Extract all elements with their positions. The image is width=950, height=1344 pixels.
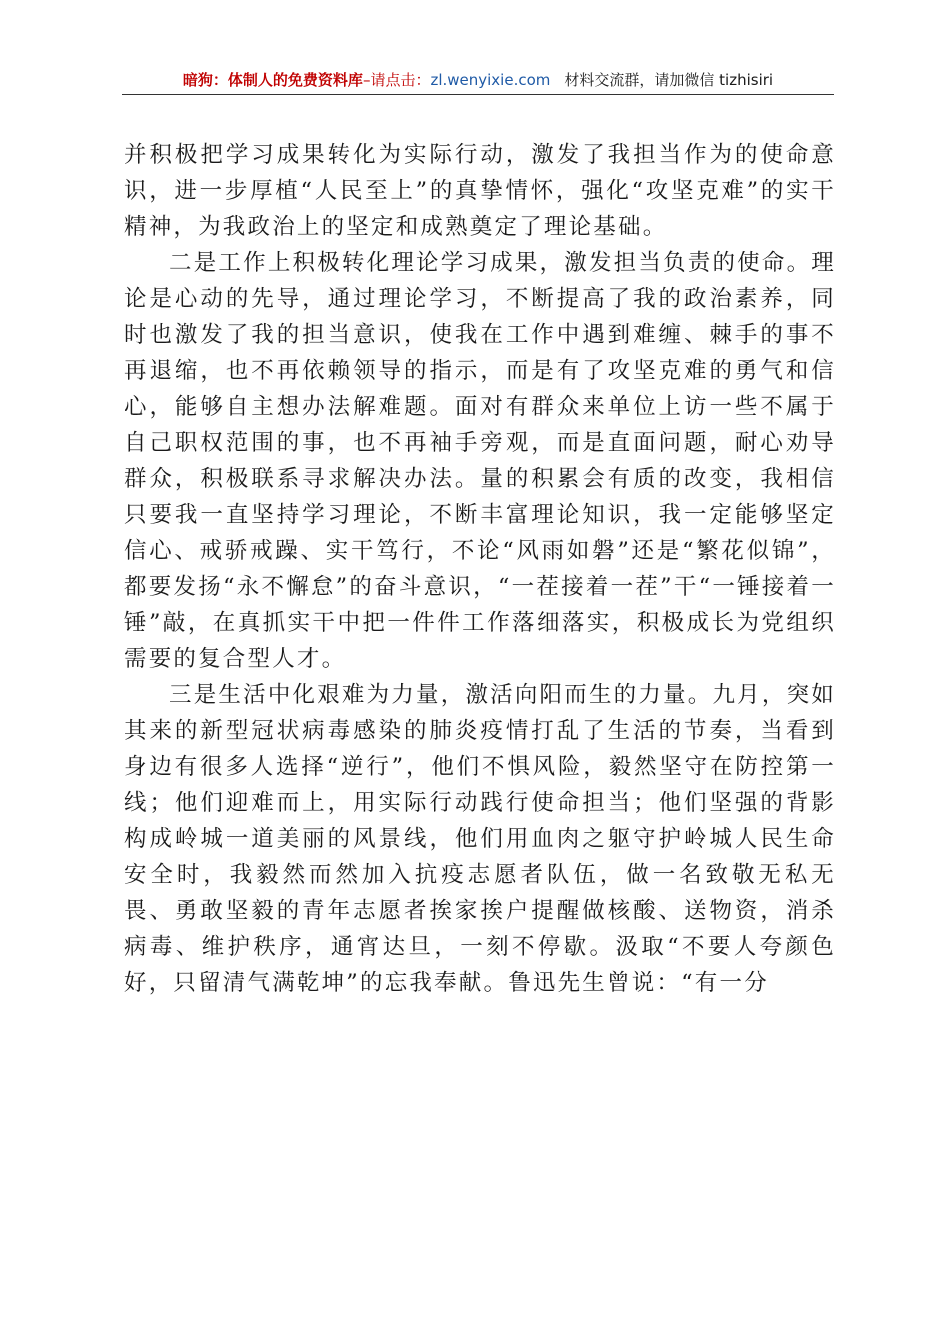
document-body [124, 137, 836, 1001]
header-divider [122, 94, 834, 95]
header-brand: 暗狗：体制人的免费资料库 [182, 71, 363, 89]
paragraph-1: 并积极把学习成果转化为实际行动，激发了我担当作为的使命意识，进一步厚植“人民至上”的真挚情怀，强化“攻坚克难”的实干精神，为我政治上的坚定和成熟奠定了理论基础。 [124, 142, 836, 240]
paragraph-2: 二是工作上积极转化理论学习成果，激发担当负责的使命。理论是心动的先导，通过理论学习，不断提高了我的政治素养，同时也激发了我的担当意识，使我在工作中遇到难缠、棘手的事不再退缩，也不再依赖领导的指示，而是有了攻坚克难的勇气和信心，能够自主想办法解难题。面对有群众来单位上访一些不属于自己职权范围的事，也不再袖手旁观，而是直面问题，耐心劝导群众，积极联系寻求解决办法。量的积累会有质的改变，我相信只要我一直坚持学习理论，不断丰富理论知识，我一定能够坚定信心、戒骄戒躁、实干笃行，不论“风雨如磐”还是“繁花似锦”，都要发扬“永不懈怠”的奋斗意识，“一茬接着一茬”干“一锤接着一锤”敲，在真抓实干中把一件件工作落细落实，积极成长为党组织需要的复合型人才。 [124, 250, 836, 672]
header-link[interactable]: zl.wenyixie.com [430, 71, 551, 89]
header-separator: –请点击： [362, 71, 431, 89]
page-header [122, 66, 834, 94]
header-contact: 材料交流群，请加微信 tizhisiri [564, 71, 774, 89]
paragraph-3: 三是生活中化艰难为力量，激活向阳而生的力量。九月，突如其来的新型冠状病毒感染的肺炎疫情打乱了生活的节奏，当看到身边有很多人选择“逆行”，他们不惧风险，毅然坚守在防控第一线；他们迎难而上，用实际行动践行使命担当；他们坚强的背影构成岭城一道美丽的风景线，他们用血肉之躯守护岭城人民生命安全时，我毅然而然加入抗疫志愿者队伍，做一名致敬无私无畏、勇敢坚毅的青年志愿者挨家挨户提醒做核酸、送物资，消杀病毒、维护秩序，通宵达旦，一刻不停歇。汲取“不要人夸颜色好，只留清气满乾坤”的忘我奉献。鲁迅先生曾说：“有一分 [124, 682, 836, 996]
